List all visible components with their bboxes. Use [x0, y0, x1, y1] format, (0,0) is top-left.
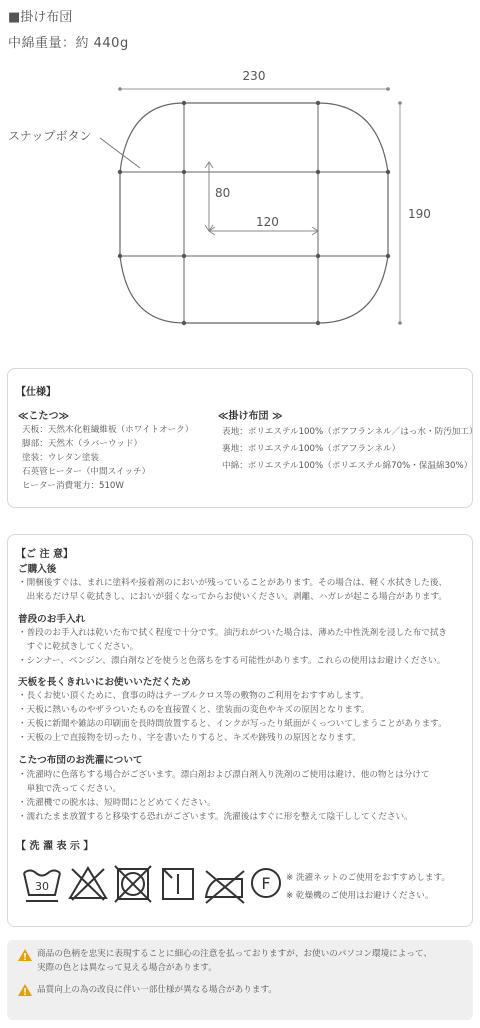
warning-icon [17, 948, 33, 962]
wash-note: ※ 洗濯ネットのご使用をおすすめします。 [286, 873, 451, 883]
no-tumble-dry-icon [115, 866, 151, 902]
wash-label-title: 【 洗 濯 表 示 】 [16, 841, 94, 852]
wash-30-icon [24, 871, 60, 902]
disclaimer-box [7, 940, 473, 1020]
snap-button-label: スナップボタン [8, 129, 92, 143]
dimension-dot [386, 87, 390, 91]
kotatsu-spec-line: 塗装：ウレタン塗装 [22, 453, 100, 463]
caution-line: ・普段のお手入れは乾いた布で拭く程度で十分です。油汚れがついた場合は、薄めた中性洗剤を浸した布で拭き [18, 628, 448, 638]
caution-title: 【ご 注 意】 [16, 549, 73, 560]
kotatsu-spec-line: ヒーター消費電力：510W [22, 481, 124, 491]
inner-width-label: 120 [256, 215, 279, 229]
disclaimer-line: 品質向上の為の改良に伴い一部仕様が異なる場合があります。 [37, 985, 277, 995]
spec-box [7, 368, 478, 508]
caution-line: 出来るだけ早く乾拭きし、においが弱くなってからお使いください。剥離、ハガレが起こる場合があります。 [18, 592, 448, 602]
kotatsu-spec-title: ≪こたつ≫ [18, 411, 69, 422]
wash-care-symbols [22, 865, 284, 905]
futon-spec-line: 裏地：ポリエステル100%（ボアフランネル） [222, 444, 401, 454]
caution-section-title: 普段のお手入れ [18, 614, 86, 625]
futon-diagram-section [0, 0, 480, 360]
width-label: 230 [242, 69, 266, 83]
kotatsu-spec-line: 脚部：天然木（ラバーウッド） [22, 439, 143, 449]
inner-height-label: 80 [215, 186, 231, 200]
line-dry-icon [163, 869, 193, 899]
caution-line: ・シンナー、ベンジン、漂白剤などを使うと色落ちをする可能性があります。これらの使用はお避けください。 [18, 656, 446, 666]
caution-section-title: 天板を長くきれいにお使いいただくため [18, 677, 191, 688]
caution-line: ・天板に熱いものやザラついたものを直接置くと、塗装面の変色やキズの原因となります。 [18, 705, 370, 715]
kotatsu-spec-line: 石英管ヒーター（中間スイッチ） [22, 467, 151, 477]
dimension-dot [398, 101, 402, 105]
caution-line: ・開梱後すぐは、まれに塗料や接着剤のにおいが残っていることがあります。その場合は、軽く水拭きした後、 [18, 578, 448, 588]
warning-icon [17, 983, 33, 997]
caution-line: 単独で洗ってください。 [18, 784, 122, 794]
futon-spec-line: 表地：ポリエステル100%（ボアフランネル／はっ水・防汚加工） [222, 427, 478, 437]
futon-diagram [0, 0, 480, 360]
no-iron-icon [206, 871, 244, 903]
caution-line: ・天板の上で直接物を切ったり、字を書いたりすると、キズや跡残りの原因となります。 [18, 733, 361, 743]
futon-spec-line: 中綿：ポリエステル100%（ポリエステル綿70%・保温綿30%） [222, 461, 473, 471]
futon-spec-title: ≪掛け布団 ≫ [218, 411, 283, 422]
filling-weight: 中綿重量：約 440g [8, 36, 129, 51]
wash-note: ※ 乾燥機のご使用はお避けください。 [286, 891, 434, 901]
futon-outline [120, 103, 388, 323]
disclaimer-line: 実際の色とは異なって見える場合があります。 [37, 963, 217, 973]
disclaimer-line: 商品の色柄を忠実に表現することに細心の注意を払っておりますが、お使いのパソコン環境によって、 [37, 949, 432, 959]
caution-line: ・洗濯時に色落ちする場合がございます。漂白剤および漂白剤入り洗剤のご使用は避け、他の物とは分けて [18, 770, 430, 780]
caution-line: ・長くお使い頂くために、食事の時はテーブルクロス等の敷物のご利用をおすすめします。 [18, 691, 369, 701]
caution-line: すぐに乾拭きしてください。 [18, 642, 139, 652]
futon-heading: ■掛け布団 [8, 10, 73, 25]
caution-line: ・洗濯機での脱水は、短時間にとどめてください。 [18, 798, 216, 808]
spec-title: 【仕様】 [16, 387, 56, 398]
svg-text:F: F [261, 874, 271, 893]
caution-section-title: ご購入後 [18, 564, 57, 575]
no-bleach-icon [70, 868, 106, 900]
caution-line: ・天板に新聞や雑誌の印刷面を長時間放置すると、インクが写ったり紙面がくっついてしまうことがあります。 [18, 719, 447, 729]
dimension-dot [118, 87, 122, 91]
kotatsu-spec-line: 天板：天然木化粧繊維板（ホワイトオーク） [22, 425, 194, 435]
caution-box [7, 534, 473, 927]
caution-line: ・濡れたまま放置すると移染する恐れがございます。洗濯後はすぐに形を整えて陰干ししてください。 [18, 812, 413, 822]
svg-text:30: 30 [35, 880, 49, 893]
dimension-dot [398, 321, 402, 325]
caution-section-title: こたつ布団のお洗濯について [18, 755, 143, 766]
dry-clean-f-icon [252, 869, 280, 897]
height-label: 190 [408, 207, 431, 221]
